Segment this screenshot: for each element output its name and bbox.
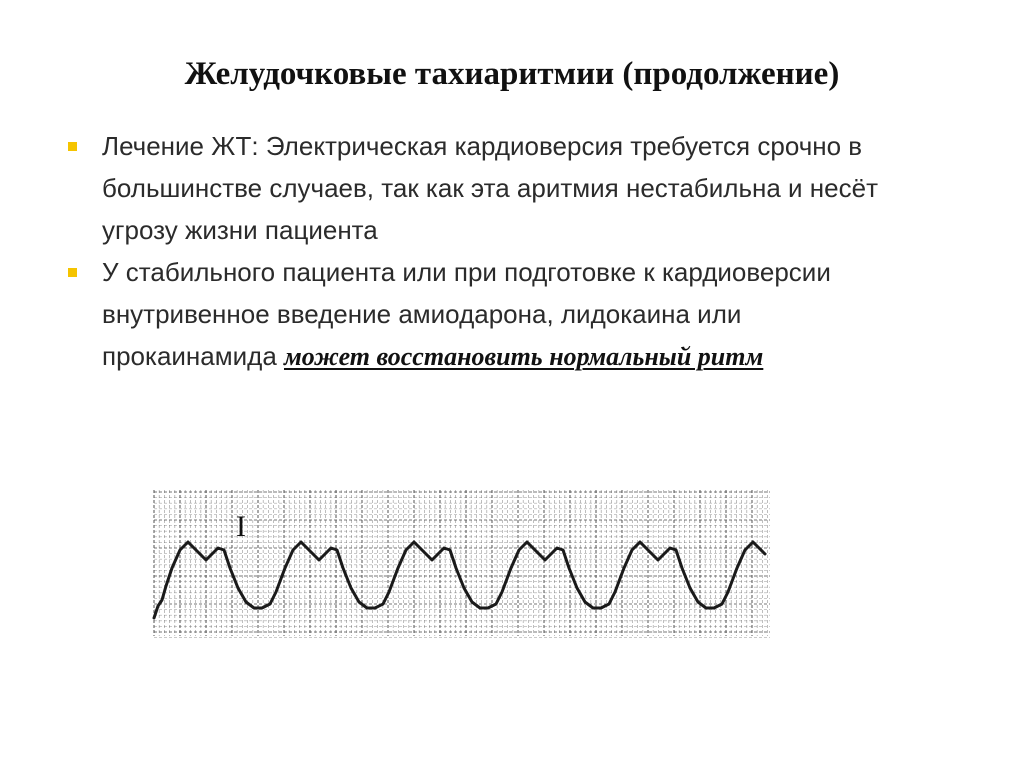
bullet-square-icon	[68, 142, 77, 151]
ecg-lead-label: I	[236, 510, 246, 543]
ecg-strip-image	[152, 488, 772, 638]
bullet-text: Лечение ЖТ: Электрическая кардиоверсия требуется срочно в большинстве случаев, так как эта аритмия нестабильна и несёт угрозу жизни пациента	[102, 131, 878, 245]
ecg-graphic	[152, 488, 772, 638]
slide-title: Желудочковые тахиаритмии (продолжение)	[184, 56, 840, 92]
bullet-item-stable-patient	[64, 251, 894, 378]
bullet-square-icon	[68, 268, 77, 277]
bullet-list	[64, 125, 894, 378]
ecg-grid	[154, 490, 770, 638]
bullet-item-treatment	[64, 125, 894, 251]
bullet-emphasis: может восстановить нормальный ритм	[284, 342, 764, 371]
bullet-text: У стабильного пациента или при подготовке к кардиоверсии внутривенное введение амиодарона, лидокаина или прокаинамида	[102, 257, 831, 371]
